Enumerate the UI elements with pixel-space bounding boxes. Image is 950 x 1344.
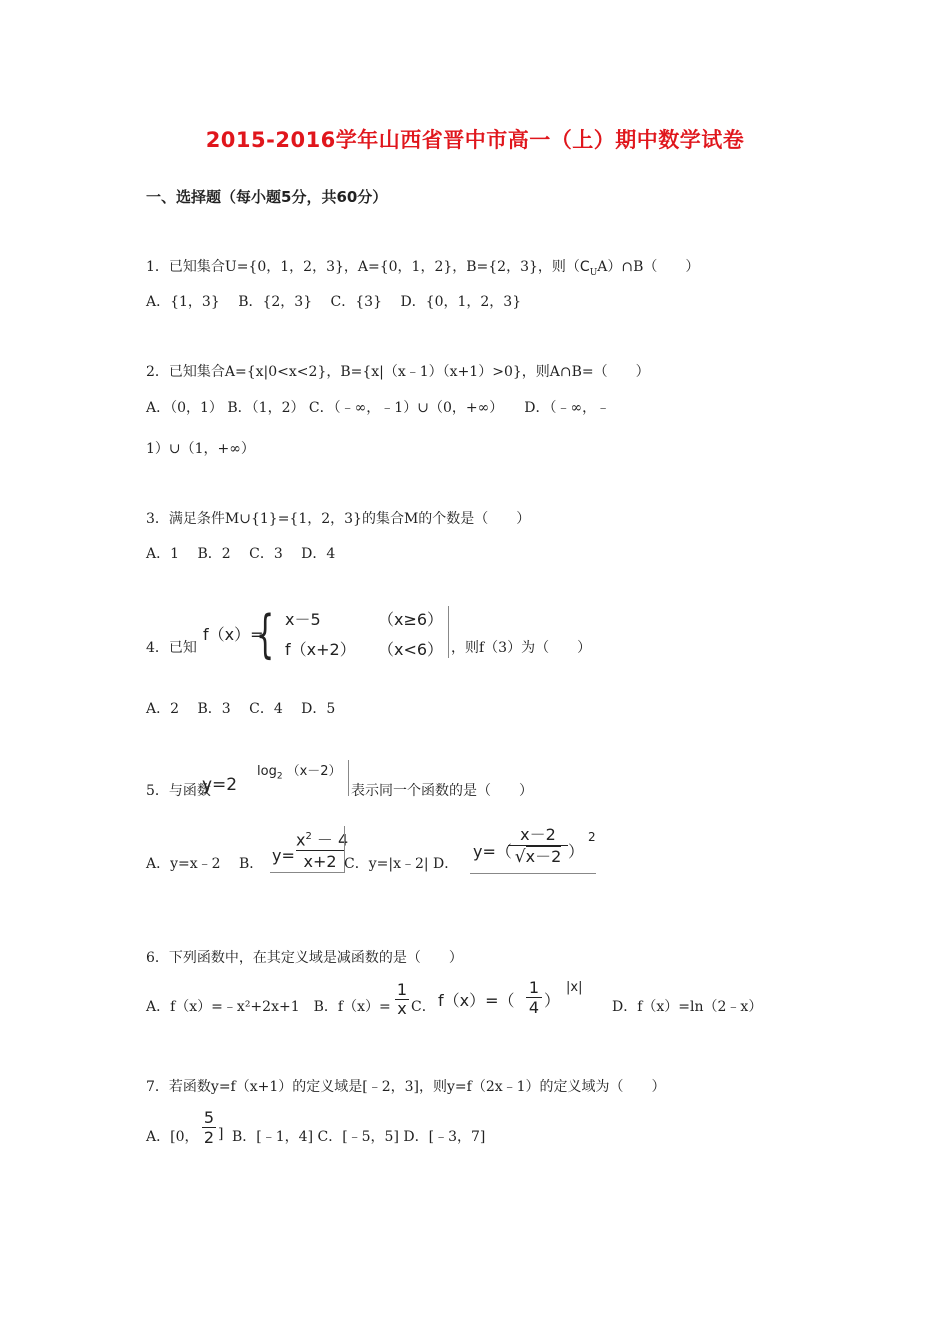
- option-d-close: ）: [568, 842, 585, 861]
- question-7-option-a-close: ]: [218, 1126, 224, 1142]
- question-2-options-line2: 1）∪（1，+∞）: [146, 441, 255, 457]
- option-c-expr: f（x）=（: [438, 991, 515, 1010]
- question-6-stem: 6．下列函数中，在其定义域是减函数的是（ ）: [146, 950, 463, 966]
- piecewise-case1-cond: （x≥6）: [378, 610, 444, 629]
- option-b-fraction: $x^2 - 4$ x+2: [296, 827, 344, 873]
- piecewise-case1-expr: x－5: [285, 610, 321, 629]
- question-5-option-c: C．y=|x﹣2| D．: [344, 856, 459, 872]
- question-6-option-d: D．f（x）=ln（2﹣x）: [612, 999, 763, 1015]
- question-7-options-rest: B．[﹣1，4] C．[﹣5，5] D．[﹣3，7]: [232, 1129, 486, 1145]
- question-5-option-a: A．y=x﹣2 B．: [146, 856, 264, 872]
- question-3-options: A．1 B．2 C．3 D．4: [146, 546, 336, 562]
- option-c-exponent: |x|: [566, 980, 583, 995]
- question-7-stem: 7．若函数y=f（x+1）的定义域是[﹣2，3]，则y=f（2x﹣1）的定义域为（ ）: [146, 1079, 666, 1095]
- question-5-prefix: 5．与函数: [146, 783, 211, 799]
- question-4-prefix: 4．已知: [146, 640, 197, 656]
- log-exponent: $\log_2 (x-2)$: [257, 764, 342, 782]
- section-heading: 一、选择题（每小题5分，共60分）: [146, 188, 388, 206]
- image-edge: [348, 760, 349, 796]
- question-3-stem: 3．满足条件M∪{1}={1，2，3}的集合M的个数是（ ）: [146, 511, 531, 527]
- option-c-fraction: 1 4: [526, 979, 542, 1018]
- question-6-option-c-label: C．: [411, 999, 436, 1015]
- option-c-close: ）: [544, 991, 561, 1010]
- question-1-options: A．{1，3} B．{2，3} C．{3} D．{0，1，2，3}: [146, 294, 522, 310]
- option-d-y: y=（: [473, 842, 512, 861]
- image-edge: [270, 872, 345, 873]
- piecewise-case2-cond: （x<6）: [378, 640, 444, 659]
- question-4-options: A．2 B．3 C．4 D．5: [146, 701, 336, 717]
- option-d-fraction: x－2 √x－2: [508, 825, 568, 868]
- option-b-y: y=: [272, 846, 295, 865]
- option-b-fraction: 1 x: [396, 980, 408, 1018]
- piecewise-brace: {: [256, 605, 275, 665]
- question-2-options-line1: A．（0，1） B．（1，2） C．（﹣∞，﹣1）∪（0，+∞） D．（﹣∞，﹣: [146, 400, 611, 416]
- question-1-stem: 1．已知集合U={0，1，2，3}，A={0，1，2}，B={2，3}，则$(C_UA)\cap B$（ ）: [146, 259, 700, 278]
- image-edge: [448, 606, 449, 658]
- complement-symbol: C: [579, 259, 590, 275]
- exam-title: 2015-2016学年山西省晋中市高一（上）期中数学试卷: [205, 128, 745, 152]
- question-4-suffix: ，则f（3）为（ ）: [451, 640, 592, 656]
- option-a-fraction: 5 2: [203, 1108, 215, 1147]
- question-6-option-a: A．f（x）=﹣x²+2x+1 B．f（x）=: [146, 999, 391, 1015]
- question-7-option-a-prefix: A．[0，: [146, 1129, 199, 1145]
- power-expression: y=2: [202, 775, 238, 795]
- question-5-suffix: 表示同一个函数的是（ ）: [351, 783, 533, 799]
- image-edge: [470, 873, 596, 874]
- piecewise-fx-label: f（x）=: [203, 625, 264, 644]
- question-2-stem: 2．已知集合A={x|0<x<2}，B={x|（x﹣1）（x+1）>0}，则A∩B=（ ）: [146, 364, 650, 380]
- piecewise-case2-expr: f（x+2）: [285, 640, 356, 659]
- option-d-exponent: 2: [588, 830, 596, 844]
